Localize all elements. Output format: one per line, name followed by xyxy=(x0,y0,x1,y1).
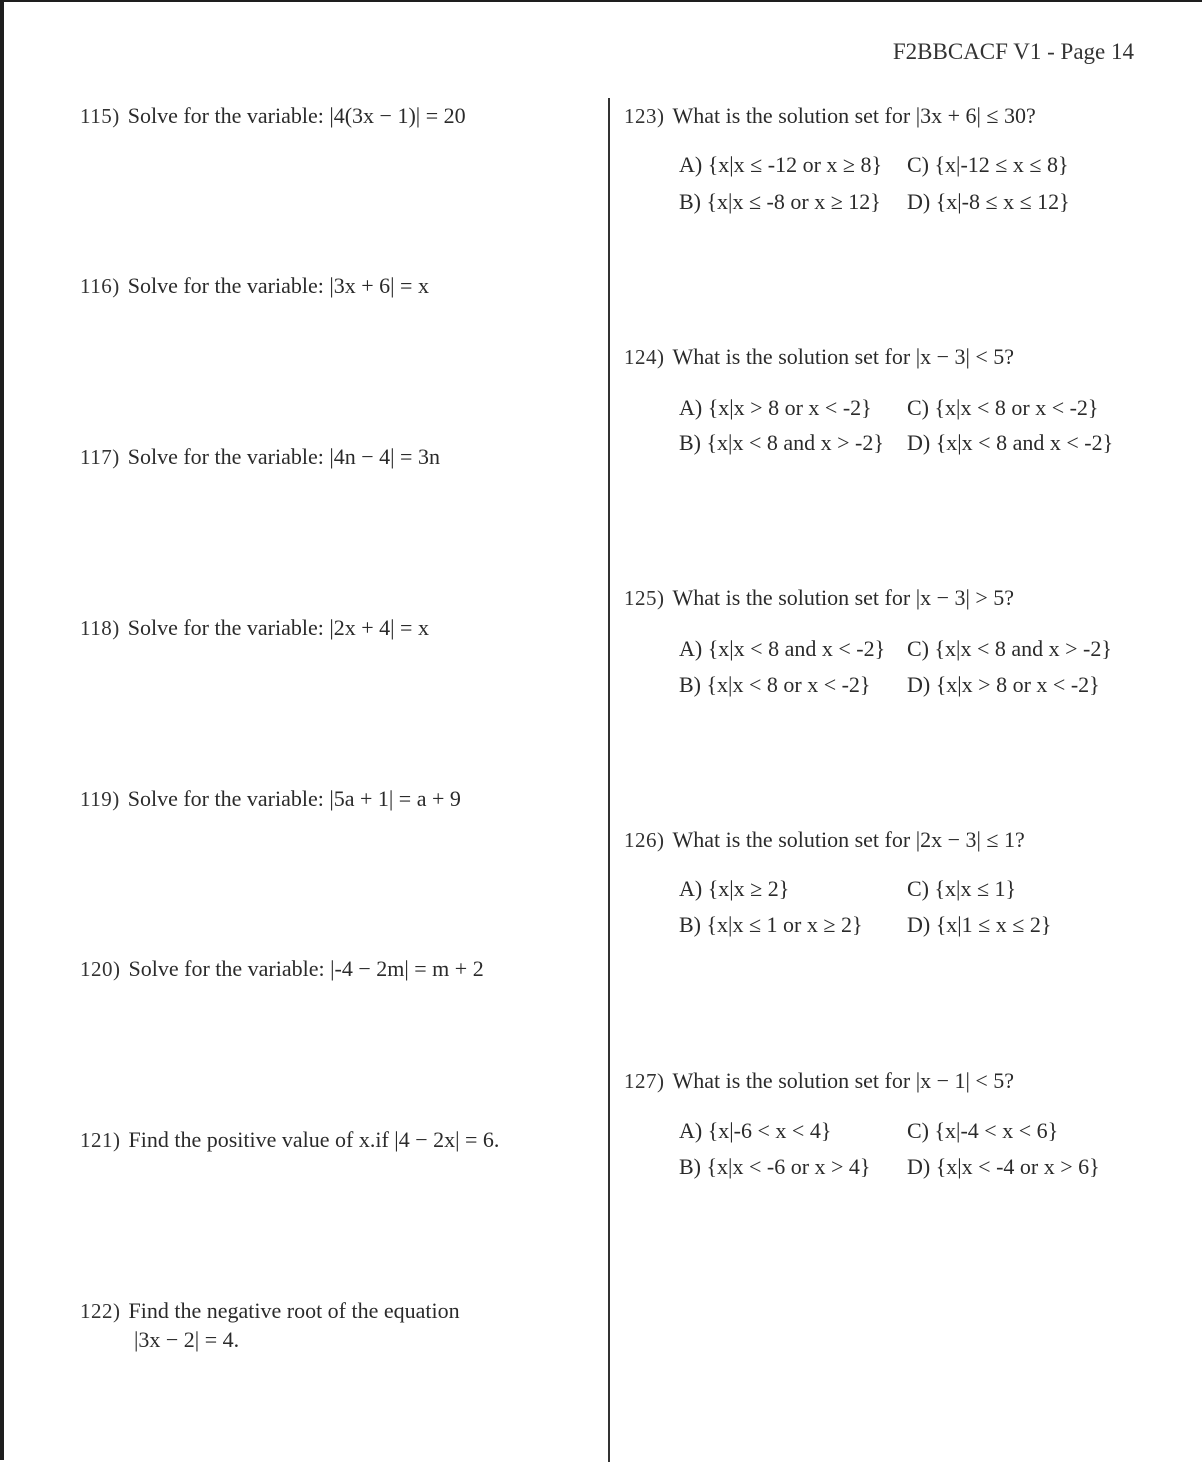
option-c: C) {x|-4 < x < 6} xyxy=(907,1118,1059,1143)
question-prompt: What is the solution set for xyxy=(672,1068,916,1093)
question-prompt: Solve for the variable: xyxy=(127,615,330,640)
question-number: 118) xyxy=(80,616,120,640)
question-123 xyxy=(624,104,1036,128)
option-d: D) {x|-8 ≤ x ≤ 12} xyxy=(907,189,1070,214)
question-expression: |3x + 6| ≤ 30? xyxy=(915,103,1036,128)
question-number: 123) xyxy=(624,104,665,128)
question-126 xyxy=(624,828,1025,852)
option-b: B) {x|x ≤ -8 or x ≥ 12} xyxy=(679,189,881,214)
option-d: D) {x|1 ≤ x ≤ 2} xyxy=(907,912,1052,937)
question-125 xyxy=(624,586,1014,610)
question-124 xyxy=(624,345,1014,369)
question-expression: |x − 3| > 5? xyxy=(915,585,1015,610)
option-a: A) {x|x < 8 and x < -2} xyxy=(679,636,886,661)
question-expression: |x − 1| < 5? xyxy=(915,1068,1015,1093)
page-header: F2BBCACF V1 - Page 14 xyxy=(892,39,1134,64)
question-number: 124) xyxy=(624,345,665,369)
question-expression: |2x − 3| ≤ 1? xyxy=(915,827,1025,852)
option-d: D) {x|x < -4 or x > 6} xyxy=(907,1154,1100,1179)
option-c: C) {x|x < 8 and x > -2} xyxy=(907,636,1112,661)
question-127 xyxy=(624,1069,1014,1093)
question-number: 117) xyxy=(80,445,120,469)
question-121 xyxy=(80,1128,499,1152)
option-a: A) {x|-6 < x < 4} xyxy=(679,1118,832,1143)
option-d: D) {x|x < 8 and x < -2} xyxy=(907,430,1114,455)
question-prompt: What is the solution set for xyxy=(672,827,916,852)
question-number: 116) xyxy=(80,274,120,298)
option-b: B) {x|x < 8 or x < -2} xyxy=(679,672,871,697)
option-a: A) {x|x ≤ -12 or x ≥ 8} xyxy=(679,152,883,177)
question-expression: |x − 3| < 5? xyxy=(915,344,1015,369)
question-prompt: Solve for the variable: xyxy=(127,103,330,128)
column-divider xyxy=(608,98,610,1462)
option-c: C) {x|x ≤ 1} xyxy=(907,876,1017,901)
question-number: 125) xyxy=(624,586,665,610)
question-119 xyxy=(80,787,461,811)
question-number: 119) xyxy=(80,787,120,811)
question-prompt: Find the positive value of xyxy=(128,1127,359,1152)
question-expression: x.if |4 − 2x| = 6. xyxy=(358,1127,500,1152)
question-prompt: What is the solution set for xyxy=(672,103,916,128)
question-prompt: Find the negative root of the equation xyxy=(128,1298,460,1323)
question-number: 120) xyxy=(80,957,121,981)
question-expression: |5a + 1| = a + 9 xyxy=(329,786,461,811)
question-prompt: Solve for the variable: xyxy=(128,956,331,981)
question-116 xyxy=(80,274,429,298)
question-expression: |3x + 6| = x xyxy=(329,273,429,298)
question-expression: |4(3x − 1)| = 20 xyxy=(329,103,466,128)
option-c: C) {x|-12 ≤ x ≤ 8} xyxy=(907,152,1069,177)
option-a: A) {x|x > 8 or x < -2} xyxy=(679,395,872,420)
question-prompt: Solve for the variable: xyxy=(127,786,330,811)
question-prompt: What is the solution set for xyxy=(672,585,916,610)
question-122-expression: |3x − 2| = 4. xyxy=(134,1327,240,1352)
question-expression: |2x + 4| = x xyxy=(329,615,429,640)
question-122 xyxy=(80,1299,460,1323)
question-number: 122) xyxy=(80,1299,121,1323)
question-117 xyxy=(80,445,440,469)
question-prompt: What is the solution set for xyxy=(672,344,916,369)
option-a: A) {x|x ≥ 2} xyxy=(679,876,790,901)
option-c: C) {x|x < 8 or x < -2} xyxy=(907,395,1099,420)
question-number: 126) xyxy=(624,828,665,852)
question-120 xyxy=(80,957,484,981)
option-b: B) {x|x < 8 and x > -2} xyxy=(679,430,884,455)
question-115 xyxy=(80,104,466,128)
option-d: D) {x|x > 8 or x < -2} xyxy=(907,672,1100,697)
question-number: 115) xyxy=(80,104,120,128)
question-118 xyxy=(80,616,429,640)
question-expression: |-4 − 2m| = m + 2 xyxy=(330,956,484,981)
question-number: 121) xyxy=(80,1128,121,1152)
question-prompt: Solve for the variable: xyxy=(127,273,330,298)
question-expression: |4n − 4| = 3n xyxy=(329,444,440,469)
option-b: B) {x|x < -6 or x > 4} xyxy=(679,1154,871,1179)
option-b: B) {x|x ≤ 1 or x ≥ 2} xyxy=(679,912,863,937)
question-prompt: Solve for the variable: xyxy=(127,444,330,469)
question-number: 127) xyxy=(624,1069,665,1093)
